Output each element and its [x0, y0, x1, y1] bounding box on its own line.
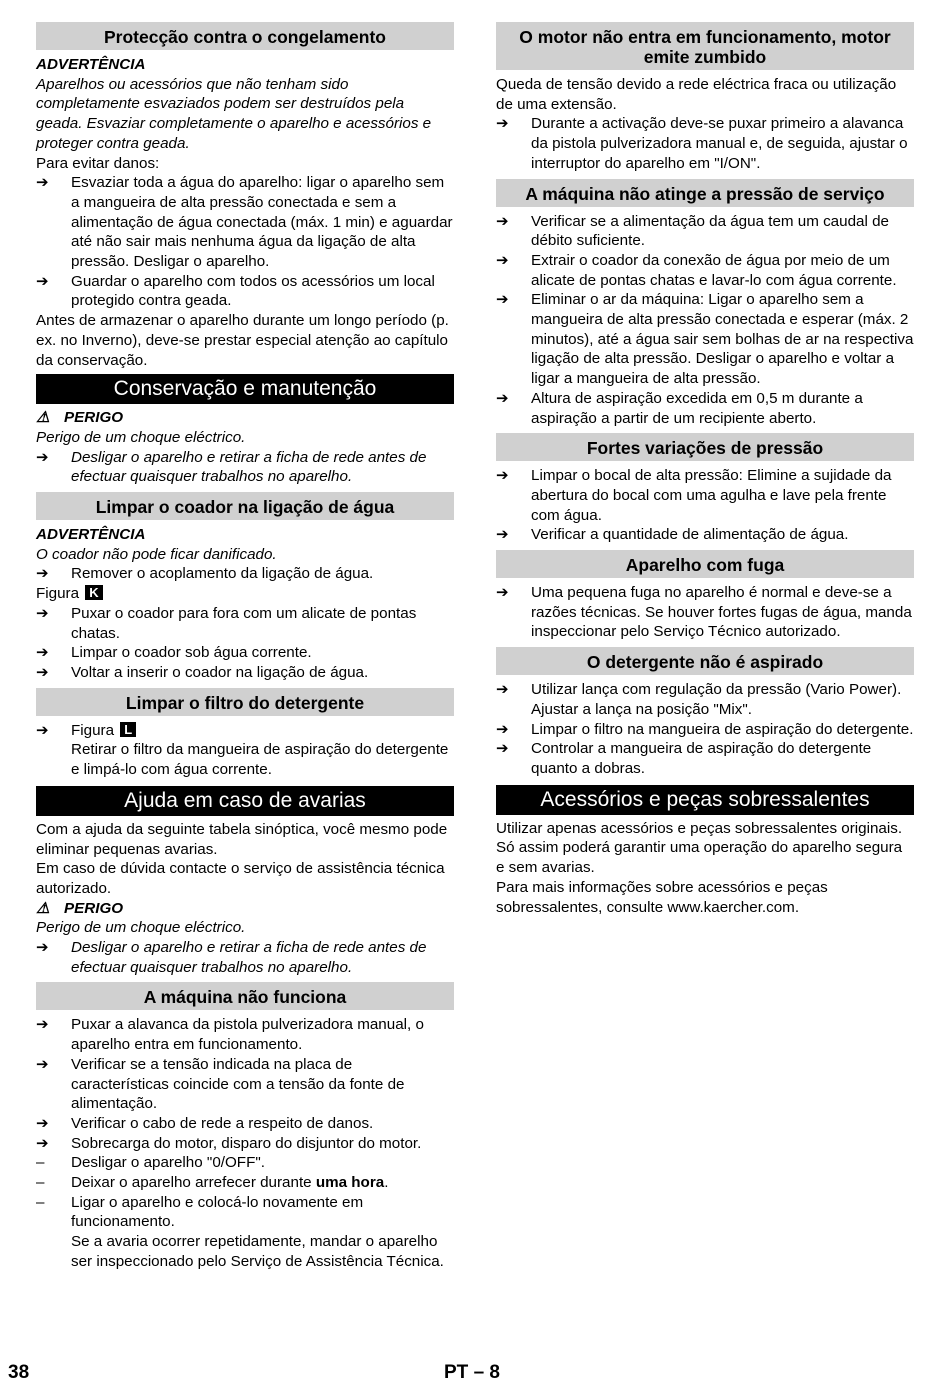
warning-icon: ⚠	[36, 409, 50, 427]
arrow-icon: ➔	[36, 721, 49, 739]
figure-reference: Figura K	[36, 584, 454, 604]
warning-text: O coador não pode ficar danificado.	[36, 545, 277, 563]
chapter-heading-accessories: Acessórios e peças sobressalentes	[496, 785, 914, 815]
arrow-icon: ➔	[496, 681, 509, 699]
section-heading-detergent-not-sucked: O detergente não é aspirado	[496, 647, 914, 675]
arrow-icon: ➔	[496, 526, 509, 544]
arrow-icon: ➔	[36, 1114, 49, 1132]
paragraph: Utilizar apenas acessórios e peças sobressalentes originais. Só assim poderá garantir uma operação do aparelho segura e sem avarias.	[496, 819, 903, 877]
arrow-icon: ➔	[496, 291, 509, 309]
list-item: ➔ Esvaziar toda a água do aparelho: ligar o aparelho sem a mangueira de alta pressão conectada e sem a alimentação de água conectada (máx. 1 min) e aguardar até não sair mais nenhuma água da ligação de alta pressão. Desligar o aparelho.	[36, 174, 453, 271]
list-item: ➔ Guardar o aparelho com todos os acessórios um local protegido contra geada.	[36, 272, 435, 310]
list-item: ➔ Extrair o coador da conexão de água por meio de um alicate de pontas chatas e lavar-lo com água corrente.	[496, 251, 897, 289]
arrow-icon: ➔	[36, 1016, 49, 1034]
section-heading-leaking-device: Aparelho com fuga	[496, 550, 914, 578]
list-item: – Desligar o aparelho "0/OFF".	[36, 1154, 265, 1172]
list-item: ➔ Verificar se a alimentação da água tem um caudal de débito suficiente.	[496, 212, 889, 250]
dash-marker: –	[36, 1154, 45, 1172]
figure-letter-badge: K	[85, 585, 102, 600]
arrow-icon: ➔	[36, 448, 49, 466]
list-item: ➔ Durante a activação deve-se puxar primeiro a alavanca da pistola pulverizadora manual e, de seguida, ajustar o interruptor do aparelho em "I/ON".	[496, 115, 908, 172]
arrow-icon: ➔	[36, 272, 49, 290]
arrow-icon: ➔	[496, 251, 509, 269]
warning-icon: ⚠	[36, 899, 50, 917]
list-item: ➔ Verificar se a tensão indicada na placa de características coincide com a tensão da fonte de alimentação.	[36, 1055, 405, 1113]
list-item: ➔ Puxar o coador para fora com um alicate de pontas chatas.	[36, 604, 417, 642]
list-item: ➔ Verificar o cabo de rede a respeito de danos.	[36, 1114, 374, 1132]
section-heading-motor-not-starting: O motor não entra em funcionamento, motor emite zumbido	[496, 22, 914, 70]
paragraph: Em caso de dúvida contacte o serviço de assistência técnica autorizado.	[36, 860, 445, 897]
danger-label: ⚠ PERIGO	[36, 409, 124, 427]
section-heading-pressure-variations: Fortes variações de pressão	[496, 433, 914, 461]
section-heading-no-working-pressure: A máquina não atinge a pressão de serviço	[496, 179, 914, 207]
section-heading-machine-not-working: A máquina não funciona	[36, 982, 454, 1010]
list-item: ➔ Limpar o coador sob água corrente.	[36, 644, 312, 662]
paragraph: Antes de armazenar o aparelho durante um longo período (p. ex. no Inverno), deve-se prestar especial atenção ao capítulo da conservação.	[36, 312, 449, 369]
list-item: – Ligar o aparelho e colocá-lo novamente em funcionamento. Se a avaria ocorrer repetidamente, mandar o aparelho ser inspeccionado pelo Serviço de Assistência Técnica.	[36, 1193, 444, 1270]
paragraph: Queda de tensão devido a rede eléctrica fraca ou utilização de uma extensão.	[496, 76, 897, 113]
section-heading-clean-water-filter: Limpar o coador na ligação de água	[36, 492, 454, 520]
list-item: ➔ Controlar a mangueira de aspiração do detergente quanto a dobras.	[496, 740, 872, 777]
arrow-icon: ➔	[36, 1134, 49, 1152]
arrow-icon: ➔	[496, 115, 509, 133]
arrow-icon: ➔	[496, 584, 509, 602]
figure-letter-badge: L	[120, 722, 136, 737]
section-heading-clean-detergent-filter: Limpar o filtro do detergente	[36, 688, 454, 716]
arrow-icon: ➔	[36, 1055, 49, 1073]
footer-page-label: PT – 8	[444, 1362, 500, 1383]
list-item: ➔ Eliminar o ar da máquina: Ligar o aparelho sem a mangueira de alta pressão conectada e esperar (máx. 2 minutos), até a água sair sem bolhas de ar na respectiva ligação de alta pressão. Desligar o aparelho e voltar a ligar a mangueira de alta pressão.	[496, 291, 914, 388]
list-item: ➔ Sobrecarga do motor, disparo do disjuntor do motor.	[36, 1134, 422, 1152]
arrow-icon: ➔	[496, 720, 509, 738]
list-item: ➔ Limpar o bocal de alta pressão: Elimine a sujidade da abertura do bocal com uma agulha e lave pela frente com água.	[496, 467, 892, 524]
list-item: ➔ Desligar o aparelho e retirar a ficha de rede antes de efectuar quaisquer trabalhos no aparelho.	[36, 939, 427, 976]
arrow-icon: ➔	[36, 644, 49, 662]
dash-marker: –	[36, 1174, 45, 1192]
list-item: ➔ Desligar o aparelho e retirar a ficha de rede antes de efectuar quaisquer trabalhos no aparelho.	[36, 448, 427, 486]
arrow-icon: ➔	[496, 389, 509, 407]
arrow-icon: ➔	[36, 565, 49, 583]
list-item: ➔ Figura L Retirar o filtro da mangueira de aspiração do detergente e limpá-lo com água corrente.	[36, 721, 449, 779]
left-column	[36, 22, 454, 1272]
arrow-icon: ➔	[36, 663, 49, 681]
arrow-icon: ➔	[496, 212, 509, 230]
danger-text: Perigo de um choque eléctrico.	[36, 919, 246, 937]
arrow-icon: ➔	[36, 604, 49, 622]
list-item: ➔ Uma pequena fuga no aparelho é normal e deve-se a razões técnicas. Se houver fortes fugas de água, manda inspeccionar pelo Serviço Técnico autorizado.	[496, 584, 912, 641]
list-item: ➔ Altura de aspiração excedida em 0,5 m durante a aspiração a partir de um recipiente aberto.	[496, 389, 863, 427]
danger-text: Perigo de um choque eléctrico.	[36, 428, 246, 446]
list-item: ➔ Puxar a alavanca da pistola pulverizadora manual, o aparelho entra em funcionamento.	[36, 1016, 424, 1054]
list-item: ➔ Voltar a inserir o coador na ligação de água.	[36, 663, 369, 681]
arrow-icon: ➔	[36, 939, 49, 957]
list-item: ➔ Utilizar lança com regulação da pressão (Vario Power). Ajustar a lança na posição "Mix".	[496, 681, 902, 718]
section-heading-frost-protection: Protecção contra o congelamento	[36, 22, 454, 50]
arrow-icon: ➔	[36, 174, 49, 192]
warning-label: ADVERTÊNCIA	[36, 56, 146, 73]
warning-label: ADVERTÊNCIA	[36, 526, 146, 544]
chapter-heading-troubleshooting: Ajuda em caso de avarias	[36, 786, 454, 816]
page-number: 38	[8, 1362, 30, 1383]
right-column	[496, 22, 914, 917]
paragraph: Para evitar danos:	[36, 154, 160, 172]
paragraph: Para mais informações sobre acessórios e peças sobressalentes, consulte www.kaercher.com.	[496, 878, 828, 916]
chapter-heading-maintenance: Conservação e manutenção	[36, 374, 454, 404]
arrow-icon: ➔	[496, 740, 509, 758]
arrow-icon: ➔	[496, 467, 509, 485]
warning-text: Aparelhos ou acessórios que não tenham sido completamente esvaziados podem ser destruídos pela geada. Esvaziar completamente o aparelho e acessórios e proteger contra geada.	[36, 75, 432, 152]
list-item: – Deixar o aparelho arrefecer durante uma hora.	[36, 1174, 389, 1192]
list-item: ➔ Limpar o filtro na mangueira de aspiração do detergente.	[496, 720, 914, 738]
paragraph: Com a ajuda da seguinte tabela sinóptica, você mesmo pode eliminar pequenas avarias.	[36, 820, 448, 858]
list-item: ➔ Verificar a quantidade de alimentação de água.	[496, 526, 849, 544]
list-item: ➔ Remover o acoplamento da ligação de água.	[36, 565, 374, 583]
dash-marker: –	[36, 1193, 45, 1211]
danger-label: ⚠ PERIGO	[36, 899, 124, 917]
